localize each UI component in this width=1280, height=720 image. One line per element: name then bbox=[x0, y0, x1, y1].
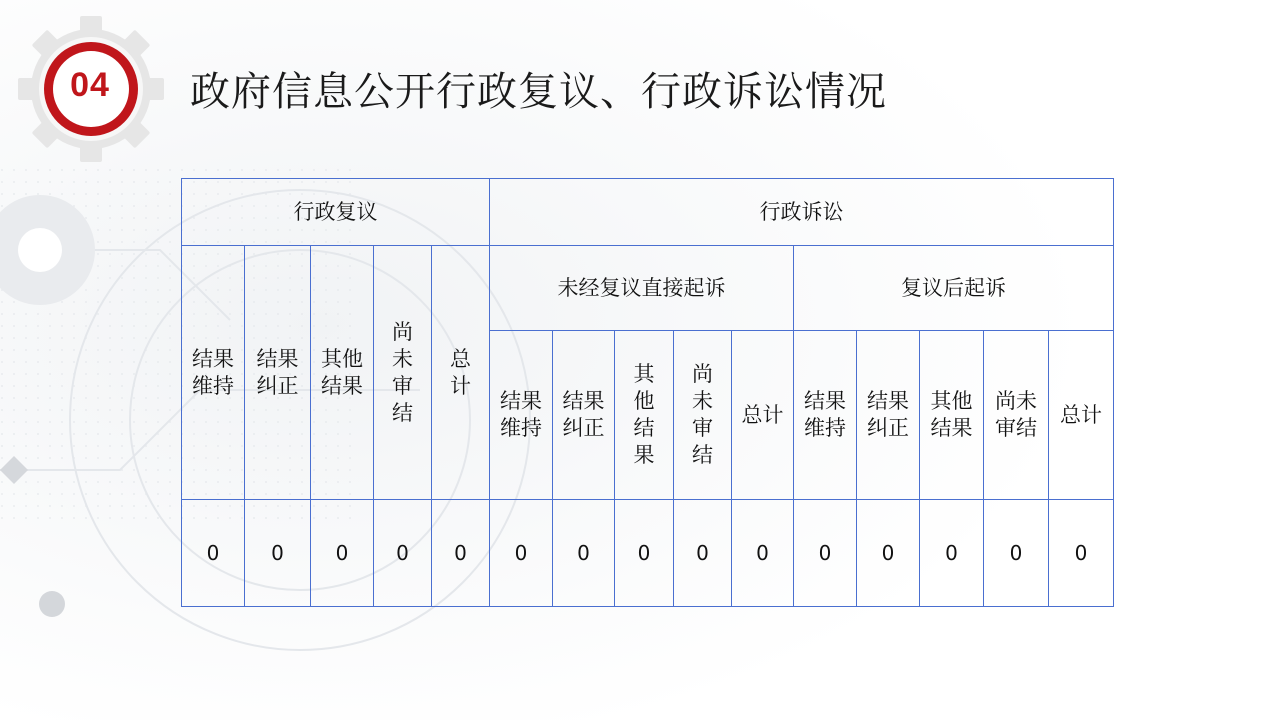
col-after-corrected: 结果纠正 bbox=[857, 331, 920, 500]
col-review-total: 总计 bbox=[432, 246, 490, 500]
value-cell: 0 bbox=[615, 500, 674, 607]
value-cell: 0 bbox=[432, 500, 490, 607]
value-cell: 0 bbox=[490, 500, 553, 607]
col-direct-pending: 尚未审结 bbox=[674, 331, 732, 500]
page-title: 政府信息公开行政复议、行政诉讼情况 bbox=[190, 69, 887, 115]
col-review-upheld: 结果维持 bbox=[182, 246, 245, 500]
table-row bbox=[182, 500, 1114, 607]
value-cell: 0 bbox=[857, 500, 920, 607]
header-direct-suit: 未经复议直接起诉 bbox=[490, 246, 794, 331]
value-cell: 0 bbox=[311, 500, 374, 607]
header-litigation: 行政诉讼 bbox=[490, 179, 1114, 246]
value-cell: 0 bbox=[1049, 500, 1114, 607]
col-after-other: 其他结果 bbox=[920, 331, 984, 500]
col-after-total: 总计 bbox=[1049, 331, 1114, 500]
value-cell: 0 bbox=[674, 500, 732, 607]
value-cell: 0 bbox=[553, 500, 615, 607]
col-review-other: 其他结果 bbox=[311, 246, 374, 500]
col-direct-upheld: 结果维持 bbox=[490, 331, 553, 500]
col-direct-corrected: 结果纠正 bbox=[553, 331, 615, 500]
stats-table bbox=[181, 178, 1114, 607]
value-cell: 0 bbox=[182, 500, 245, 607]
value-cell: 0 bbox=[732, 500, 794, 607]
col-direct-total: 总计 bbox=[732, 331, 794, 500]
col-review-corrected: 结果纠正 bbox=[245, 246, 311, 500]
value-cell: 0 bbox=[920, 500, 984, 607]
col-direct-other: 其他结果 bbox=[615, 331, 674, 500]
value-cell: 0 bbox=[245, 500, 311, 607]
col-after-upheld: 结果维持 bbox=[794, 331, 857, 500]
col-after-pending: 尚未审结 bbox=[984, 331, 1049, 500]
col-review-pending: 尚未审结 bbox=[374, 246, 432, 500]
value-cell: 0 bbox=[374, 500, 432, 607]
value-cell: 0 bbox=[794, 500, 857, 607]
header-after-review-suit: 复议后起诉 bbox=[794, 246, 1114, 331]
value-cell: 0 bbox=[984, 500, 1049, 607]
header-review: 行政复议 bbox=[182, 179, 490, 246]
section-number: 04 bbox=[70, 66, 110, 104]
